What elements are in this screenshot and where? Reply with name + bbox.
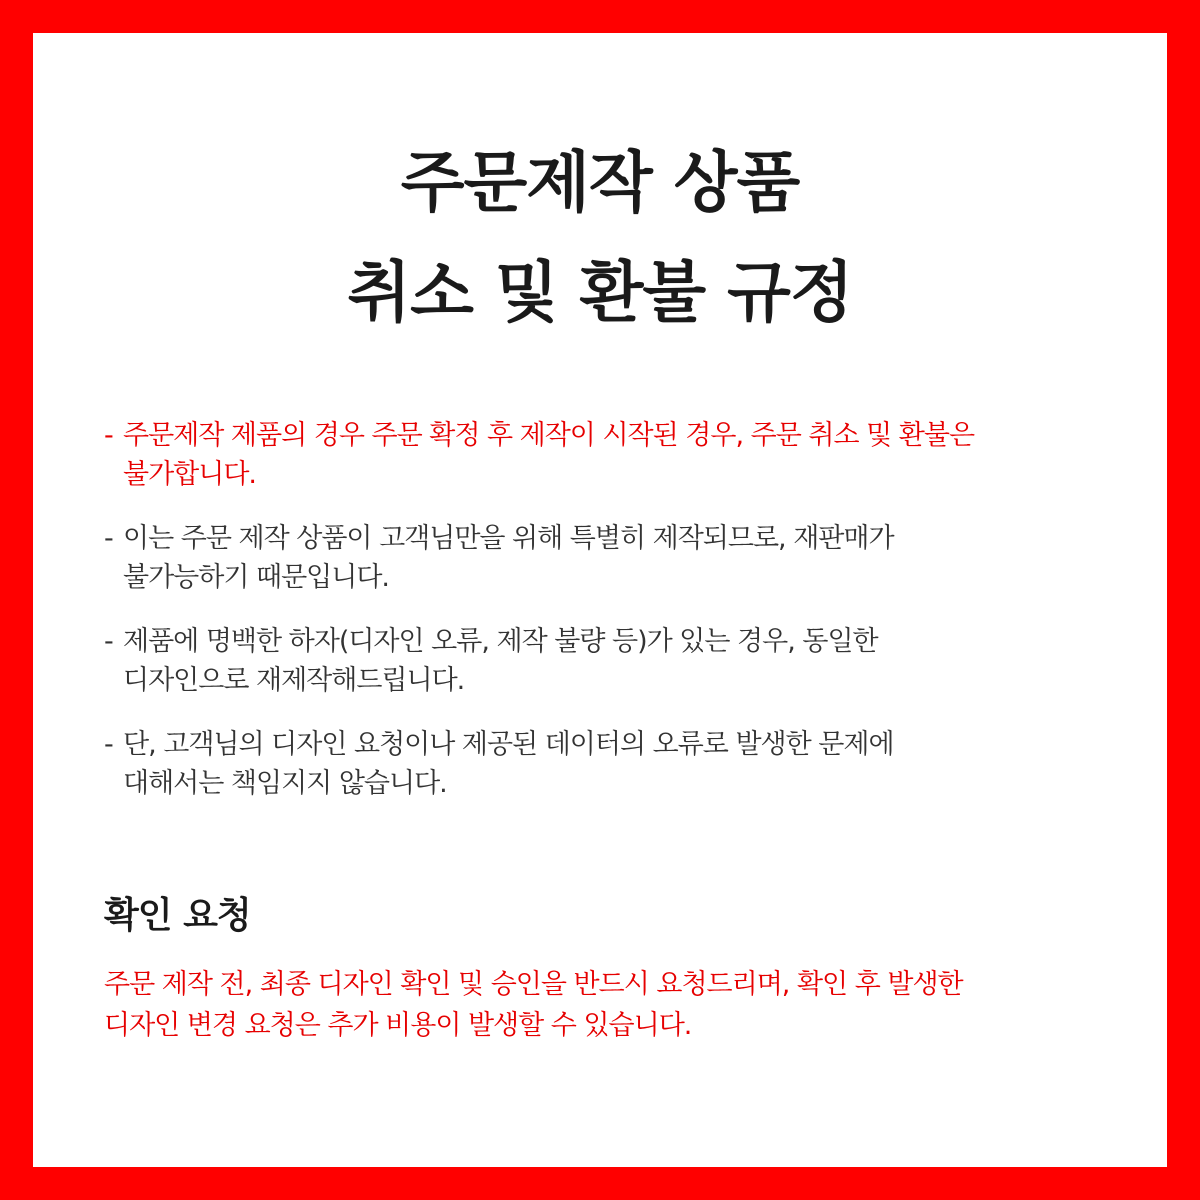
policy-rules-list bbox=[104, 416, 1104, 828]
policy-rule-customer-error bbox=[104, 725, 1104, 803]
policy-rule-line: 불가합니다. bbox=[123, 459, 256, 490]
bullet-dash: - bbox=[104, 420, 113, 451]
confirmation-line-1: 주문 제작 전, 최종 디자인 확인 및 승인을 반드시 요청드리며, 확인 후 발생한 bbox=[104, 969, 963, 1000]
policy-rule-line: 이는 주문 제작 상품이 고객님만을 위해 특별히 제작되므로, 재판매가 bbox=[123, 523, 894, 554]
policy-rule-line: 디자인으로 재제작해드립니다. bbox=[123, 665, 465, 696]
confirmation-body bbox=[104, 964, 1104, 1046]
bullet-dash: - bbox=[104, 523, 113, 554]
confirmation-heading: 확인 요청 bbox=[104, 895, 251, 936]
policy-rule-line: 대해서는 책임지지 않습니다. bbox=[123, 768, 447, 799]
policy-rule-reason bbox=[104, 519, 1104, 597]
policy-rule-line: 제품에 명백한 하자(디자인 오류, 제작 불량 등)가 있는 경우, 동일한 bbox=[123, 626, 878, 657]
bullet-dash: - bbox=[104, 626, 113, 657]
policy-rule-defect-remake bbox=[104, 622, 1104, 700]
title-line-2: 취소 및 환불 규정 bbox=[347, 254, 853, 331]
title-line-1: 주문제작 상품 bbox=[400, 144, 800, 221]
policy-rule-no-refund bbox=[104, 416, 1104, 494]
policy-rule-line: 단, 고객님의 디자인 요청이나 제공된 데이터의 오류로 발생한 문제에 bbox=[123, 729, 894, 760]
policy-rule-line: 불가능하기 때문입니다. bbox=[123, 562, 389, 593]
policy-rule-line: 주문제작 제품의 경우 주문 확정 후 제작이 시작된 경우, 주문 취소 및 환불은 bbox=[123, 420, 975, 451]
page-title bbox=[0, 128, 1200, 348]
confirmation-line-2: 디자인 변경 요청은 추가 비용이 발생할 수 있습니다. bbox=[104, 1010, 692, 1041]
bullet-dash: - bbox=[104, 729, 113, 760]
